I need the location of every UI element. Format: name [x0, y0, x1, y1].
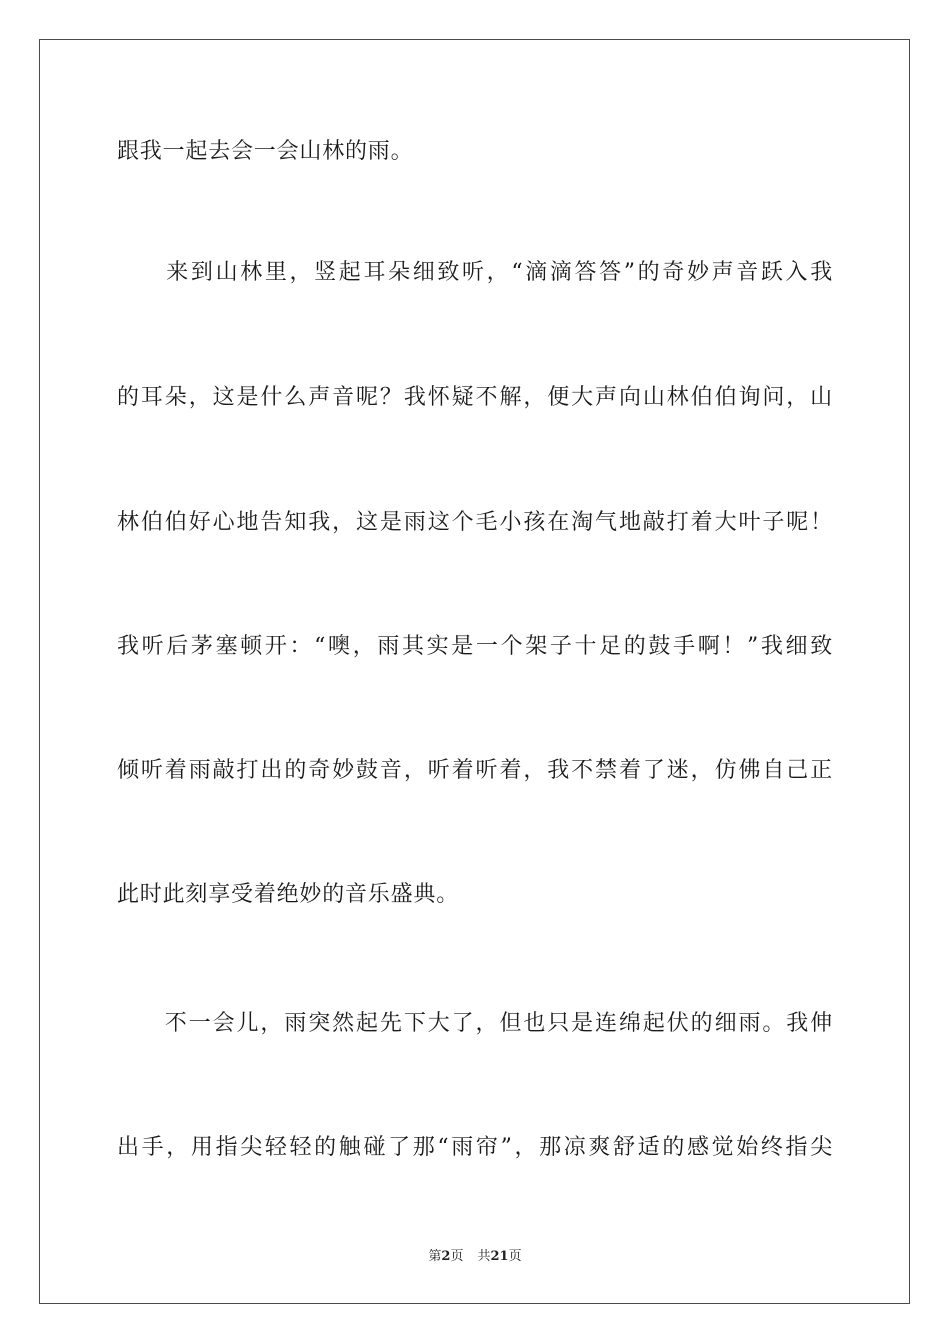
text-line-3: 的耳朵，这是什么声音呢？我怀疑不解，便大声向山林伯伯询问，山 [117, 385, 833, 410]
page-footer [0, 1248, 950, 1266]
page-border [39, 39, 910, 1304]
text-line-9: 出手，用指尖轻轻的触碰了那“雨帘”，那凉爽舒适的感觉始终指尖 [117, 1135, 833, 1160]
text-line-7: 此时此刻享受着绝妙的音乐盛典。 [117, 882, 460, 907]
text-line-6: 倾听着雨敲打出的奇妙鼓音，听着听着，我不禁着了迷，仿佛自己正 [117, 758, 833, 783]
page-number: 第2页 [428, 1249, 464, 1264]
text-line-1: 跟我一起去会一会山林的雨。 [117, 139, 414, 164]
text-line-4: 林伯伯好心地告知我，这是雨这个毛小孩在淘气地敲打着大叶子呢！ [117, 510, 833, 535]
text-line-2: 来到山林里，竖起耳朵细致听，“滴滴答答”的奇妙声音跃入我 [117, 260, 833, 285]
text-line-8: 不一会儿，雨突然起先下大了，但也只是连绵起伏的细雨。我伸 [117, 1011, 833, 1036]
page-total: 共21页 [477, 1249, 522, 1264]
text-line-5: 我听后茅塞顿开：“噢，雨其实是一个架子十足的鼓手啊！”我细致 [117, 634, 833, 659]
